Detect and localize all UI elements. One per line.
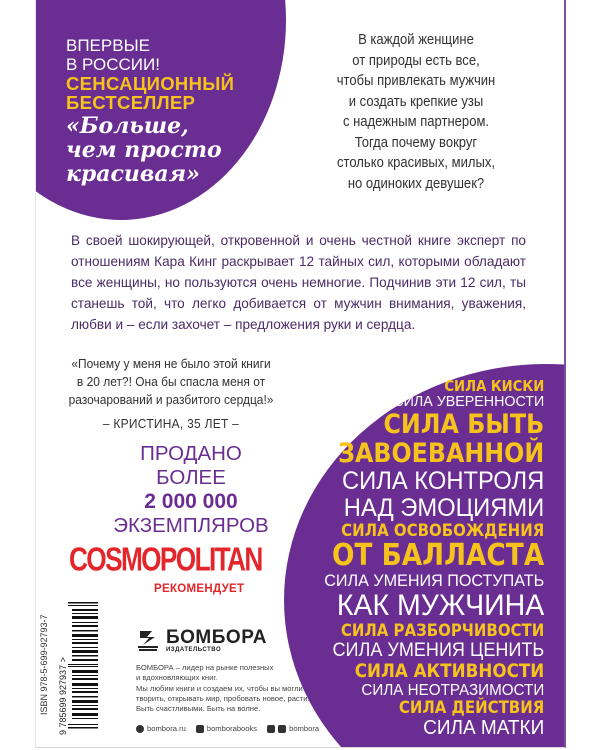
power-item: СИЛА УВЕРЕННОСТИ [393,393,544,410]
power-item: СИЛА КИСКИ [444,377,544,395]
testimonial-line: «Почему у меня не было этой книги [71,356,271,371]
intro-line: но одиноких девушек? [347,175,485,192]
badge-line-1: ВПЕРВЫЕ [66,36,150,55]
power-item: НАД ЭМОЦИЯМИ [343,494,544,522]
publisher-desc-line: и вдохновляющих книг. [136,673,218,683]
sales-line: ЭКЗЕМПЛЯРОВ [113,514,269,537]
intro-line: и создать крепкие узы [348,93,484,110]
book-title-2: чем просто [66,137,222,163]
power-item: СИЛА АКТИВНОСТИ [354,660,544,682]
social-label: bombora [289,724,320,733]
intro-line: столько красивых, милых, [336,155,496,171]
publisher-name: БОМБОРА [166,627,267,648]
badge-sensation: СЕНСАЦИОННЫЙ [66,73,235,94]
publisher-sub: ИЗДАТЕЛЬСТВО [166,647,222,653]
telegram-icon [278,725,286,733]
intro-line: от природы есть все, [352,52,480,69]
power-item: КАК МУЖЧИНА [336,589,544,622]
social-label: bomborabooks [206,724,258,733]
barcode [54,600,99,735]
testimonial-line: разочарований и разбитого сердца!» [68,392,274,407]
power-item: СИЛА БЫТЬ [383,409,544,440]
testimonial [65,355,277,433]
publisher-description [136,663,326,714]
powers-list [303,378,544,739]
intro-line: Тогда почему вокруг [354,134,478,151]
social-web [136,724,186,733]
power-item: ЗАВОЕВАННОЙ [337,438,544,469]
sales-line: ПРОДАНО [140,442,242,465]
power-item: СИЛА ОСВОБОЖДЕНИЯ [340,521,544,541]
badge-bestseller: БЕСТСЕЛЛЕР [66,92,196,113]
barcode-digits: 9 785699 927937 > [58,657,68,735]
cosmopolitan-logo: COSMOPOLITAN [69,539,262,578]
sales-line: БОЛЕЕ [156,466,226,489]
power-item: СИЛА УМЕНИЯ ЦЕНИТЬ [332,640,544,661]
book-title-1: «Больше, [66,113,189,139]
isbn-label: ISBN 978-5-699-92793-7 [39,614,49,715]
intro-line: чтобы привлекать мужчин [336,73,496,89]
publisher-desc-line: Быть счастливыми. Быть на волне. [136,704,261,714]
book-back-cover [35,0,566,748]
power-item: СИЛА НЕОТРАЗИМОСТИ [361,682,544,699]
sales-count: 2 000 000 [144,490,238,513]
intro-line: В каждой женщине [358,32,474,48]
recommends-label: РЕКОМЕНДУЕТ [154,583,245,595]
book-title-3: красивая» [66,161,200,187]
testimonial-line: в 20 лет?! Она бы спасла меня от [76,374,266,389]
power-item: СИЛА КОНТРОЛЯ [341,467,544,495]
vk-icon [196,725,204,733]
publisher-desc-line: творить, открывать мир, пробовать новое, расти. [136,693,310,703]
publisher-desc-line: БОМБОРА – лидер на рынке полезных [136,663,274,672]
social-vk [196,724,257,733]
bombora-figure-icon [136,628,162,654]
badge-line-2: В РОССИИ! [66,55,160,74]
publisher-socials [136,724,319,733]
power-item: СИЛА МАТКИ [422,717,544,739]
plus-icon [267,725,275,733]
power-item: ОТ БАЛЛАСТА [331,538,544,573]
publisher-logo [136,628,267,654]
testimonial-author: – КРИСТИНА, 35 ЛЕТ – [102,416,240,431]
intro-text [317,30,515,194]
web-icon [136,725,144,733]
publisher-desc-line: Мы любим книги и создаем их, чтобы вы могли [136,683,303,693]
social-label: bombora.ru [147,724,186,733]
top-badge [66,36,234,186]
power-item: СИЛА УМЕНИЯ ПОСТУПАТЬ [323,571,544,590]
power-item: СИЛА ДЕЙСТВИЯ [398,698,544,718]
sales-claim [86,442,296,538]
description: В своей шокирующей, откровенной и очень честной книге эксперт по отношениям Кара Кинг раскрывает 12 тайных сил, которыми обладают все женщины, но пользуются очень немногие. Подчинив эти 12 сил, ты станешь той, что легко добивается от мужчин внимания, уважения, любви и – если захочет – предложения руки и сердца. [71,233,526,332]
intro-line: с надежным партнером. [342,114,490,130]
power-item: СИЛА РАЗБОРЧИВОСТИ [340,621,544,641]
